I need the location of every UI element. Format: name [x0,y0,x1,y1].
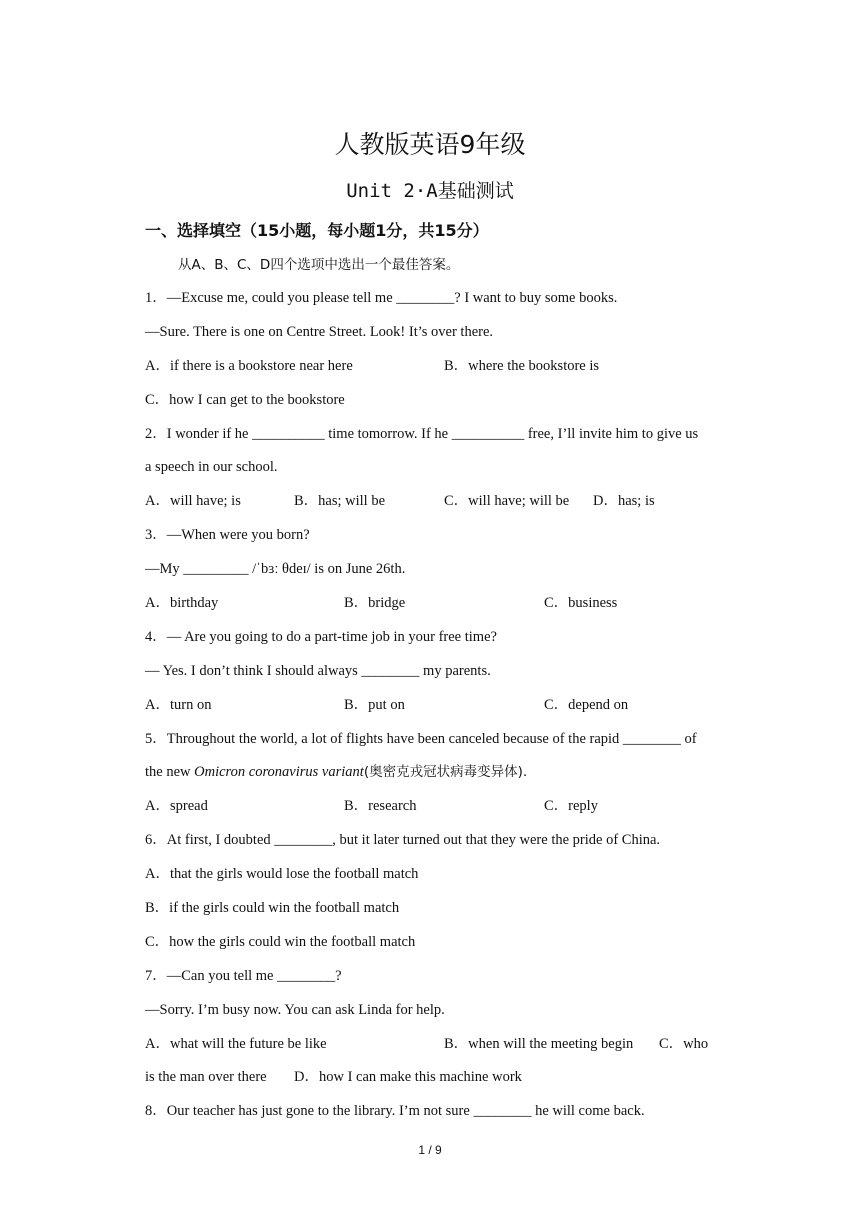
option-c: C．will have; will be [444,493,570,510]
option-c: C．business [544,595,618,612]
option-b: B．where the bookstore is [444,357,600,374]
question-4-stem [145,623,725,657]
option-c-cont: is the man over there [145,1069,267,1086]
option-d: D．has; is [593,493,655,510]
question-3-stem [145,521,725,555]
page-number: 1 / 9 [418,1143,442,1157]
question-1-reply [145,318,725,352]
question-3-reply [145,555,725,589]
section-instruction: 从A、B、C、D四个选项中选出一个最佳答案。 [178,257,460,273]
option-b: B．when will the meeting begin [444,1035,634,1052]
option-d: D．how I can make this machine work [294,1069,522,1086]
question-4-reply [145,657,725,691]
question-text: 4．— Are you going to do a part-time job in your free time? [145,628,497,645]
subtitle-test-type: 基础测试 [437,180,514,202]
question-text: a speech in our school. [145,459,278,476]
option-a: A．if there is a bookstore near here [145,357,353,374]
option-c: C．depend on [544,696,629,713]
option-c: C．how the girls could win the football match [145,933,416,950]
question-7-stem [145,962,725,996]
subtitle-unit: Unit 2·A [346,180,438,202]
option-b: B．has; will be [294,493,386,510]
option-c: C．who [659,1035,709,1052]
option-b: B．research [344,798,417,815]
question-text: 7．—Can you tell me ________? [145,967,342,984]
option-a: A．spread [145,798,208,815]
question-2-stem [145,420,725,454]
option-b: B．if the girls could win the football match [145,900,400,917]
question-6-option-c-row [145,928,725,962]
question-text: the new [145,764,195,781]
question-5-stem [145,725,725,759]
question-text: —Sure. There is one on Centre Street. Look! It’s over there. [145,323,494,340]
question-text: —Sorry. I’m busy now. You can ask Linda for help. [145,1001,445,1018]
section-heading: 一、选择填空（15小题，每小题1分，共15分） [145,221,489,240]
question-text-italic: Omicron coronavirus variant [194,764,364,781]
question-7-options-row2 [145,1063,725,1097]
question-6-option-a-row [145,860,725,894]
question-2-options [145,487,725,521]
question-text: 8．Our teacher has just gone to the library. I’m not sure ________ he will come back. [145,1103,645,1120]
document-title: 人教版英语9年级 [334,130,526,159]
option-a: A．birthday [145,595,219,612]
option-b: B．put on [344,696,405,713]
question-text-annotation: (奥密克戎冠状病毒变异体). [363,764,528,781]
question-7-options-row1 [145,1030,725,1064]
question-3-options [145,589,725,623]
option-a: A．will have; is [145,493,241,510]
question-6-stem [145,826,725,860]
question-7-reply [145,996,725,1030]
question-2-stem-cont [145,453,725,487]
question-6-option-b-row [145,894,725,928]
question-text: — Yes. I don’t think I should always ________ my parents. [145,662,491,679]
option-b: B．bridge [344,595,406,612]
option-a: A．what will the future be like [145,1035,327,1052]
question-text: 6．At first, I doubted ________, but it later turned out that they were the pride of China. [145,832,661,849]
question-8-stem [145,1097,725,1131]
question-5-stem-cont [145,758,725,792]
document-subtitle [0,177,860,205]
question-1-stem [145,284,725,318]
question-1-options-row1 [145,352,725,386]
question-list [145,284,725,1131]
question-text: —My _________ /ˈbɜː θdeɪ/ is on June 26th. [145,561,406,578]
question-4-options [145,691,725,725]
question-1-options-row2 [145,386,725,420]
option-a: A．turn on [145,696,212,713]
question-5-options [145,792,725,826]
option-c: C．reply [544,798,598,815]
question-text: 1．—Excuse me, could you please tell me ________? I want to buy some books. [145,290,618,306]
question-text: 2．I wonder if he __________ time tomorrow. If he __________ free, I’ll invite him to give us [145,425,699,442]
option-c: C．how I can get to the bookstore [145,391,345,408]
question-text: 5．Throughout the world, a lot of flights have been canceled because of the rapid ________ of [145,730,697,747]
question-text: 3．—When were you born? [145,527,310,544]
option-a: A．that the girls would lose the football match [145,866,419,883]
